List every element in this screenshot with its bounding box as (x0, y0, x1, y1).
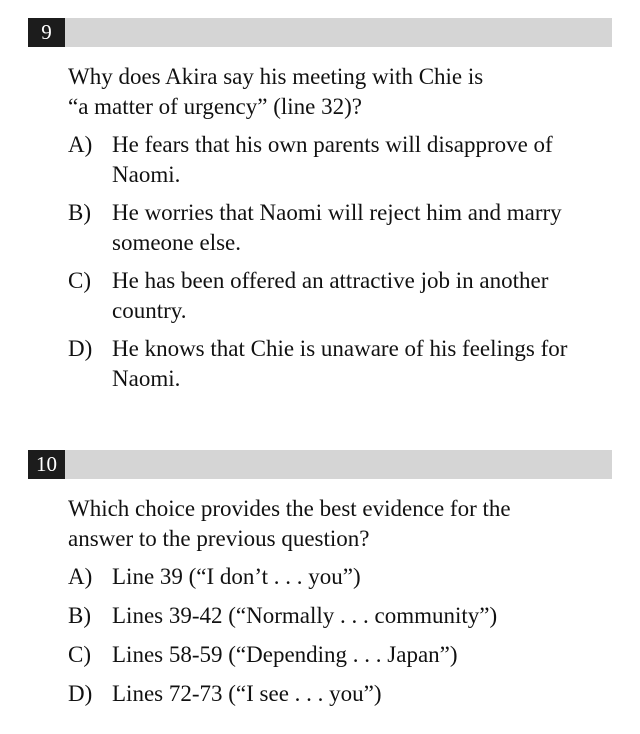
choice-letter: B) (68, 603, 91, 628)
question-10-choice-d[interactable] (68, 679, 616, 709)
question-10-choices (68, 562, 616, 718)
choice-text: Lines 58-59 (“Depending . . . Japan”) (112, 642, 458, 667)
question-9-choices (68, 130, 616, 402)
choice-text: He worries that Naomi will reject him and marry someone else. (112, 200, 562, 255)
question-10-stem-line-2: answer to the previous question? (68, 526, 370, 551)
question-10-number: 10 (28, 450, 65, 479)
choice-text: He has been offered an attractive job in another country. (112, 268, 549, 323)
question-9-stem (68, 62, 608, 122)
choice-text: Line 39 (“I don’t . . . you”) (112, 564, 361, 589)
question-9-number: 9 (28, 18, 65, 47)
question-10-choice-c[interactable] (68, 640, 616, 670)
question-10-header-bar (28, 450, 612, 479)
question-10-choice-a[interactable] (68, 562, 616, 592)
question-9-stem-line-1: Why does Akira say his meeting with Chie is (68, 64, 484, 89)
question-9-choice-b[interactable] (68, 198, 616, 258)
question-9-choice-c[interactable] (68, 266, 616, 326)
question-9-stem-line-2: “a matter of urgency” (line 32)? (68, 94, 362, 119)
question-9-header-bar (28, 18, 612, 47)
choice-letter: A) (68, 564, 93, 589)
question-10-stem-line-1: Which choice provides the best evidence for the (68, 496, 511, 521)
choice-letter: D) (68, 681, 93, 706)
question-10-choice-b[interactable] (68, 601, 616, 631)
choice-text: Lines 39-42 (“Normally . . . community”) (112, 603, 498, 628)
question-9-choice-d[interactable] (68, 334, 616, 394)
question-10-stem (68, 494, 608, 554)
choice-text: He knows that Chie is unaware of his feelings for Naomi. (112, 336, 568, 391)
choice-letter: B) (68, 200, 91, 225)
choice-text: Lines 72-73 (“I see . . . you”) (112, 681, 382, 706)
choice-letter: A) (68, 132, 93, 157)
choice-letter: C) (68, 642, 91, 667)
question-9-choice-a[interactable] (68, 130, 616, 190)
choice-letter: C) (68, 268, 91, 293)
choice-text: He fears that his own parents will disapprove of Naomi. (112, 132, 553, 187)
choice-letter: D) (68, 336, 93, 361)
